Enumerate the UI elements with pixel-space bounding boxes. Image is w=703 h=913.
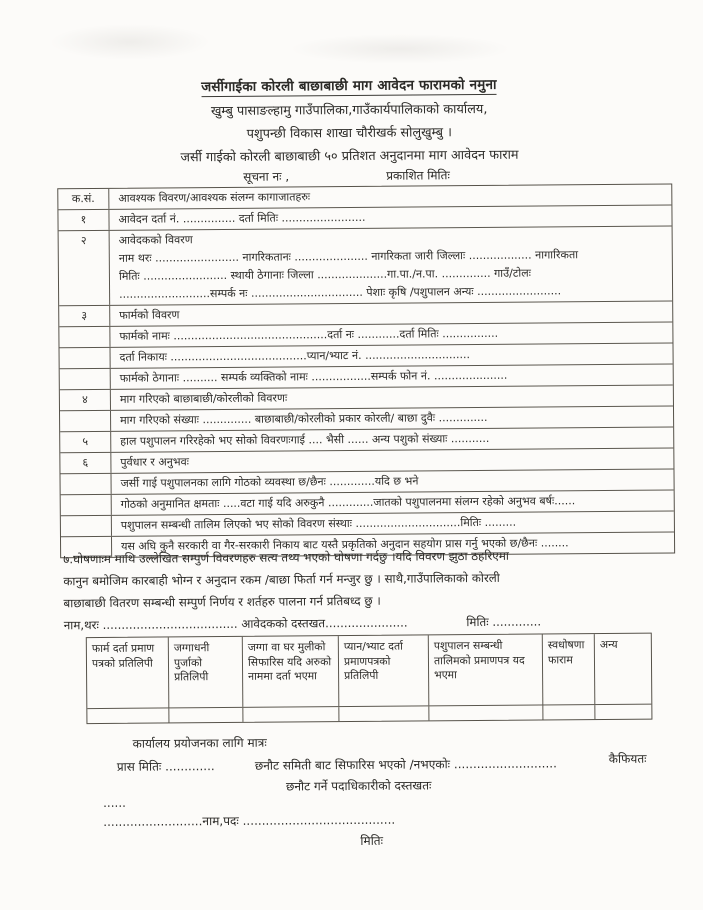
attachment-column-training-certificate: पशुपालन सम्बन्धी तालिमको प्रमाणपत्र यद भएमा: [429, 635, 544, 706]
remarks-label: कैफियतः: [608, 751, 647, 766]
row-number: [61, 516, 112, 536]
serial-header-cell: क.सं.: [58, 189, 109, 209]
farm-address-contact-field: फार्मको ठेगानाः .......... सम्पर्क व्यक्तिको नामः .................सम्पर्क फोन नं. .....................: [119, 368, 508, 385]
blank-cell: [87, 708, 169, 723]
notice-number-label: सूचना नः ,: [243, 169, 290, 184]
attachment-column-land-recommendation: जग्गा वा घर मुलीको सिफारिस यदि अरुको नाममा दर्ता भएमा: [243, 636, 340, 707]
office-branch-line: पशुपन्छी विकास शाखा चौरीखर्क सोलुखुम्बु ।: [246, 125, 453, 142]
official-signature-label: छनौट गर्ने पदाधिकारीको दस्तखतः: [285, 778, 432, 794]
office-use-heading: कार्यालय प्रयोजनका लागि मात्रः: [132, 735, 267, 751]
row-number: [61, 495, 112, 515]
office-date-label: मितिः: [360, 833, 384, 848]
shed-availability-field: जर्सी गाई पशुपालनका लागि गोठको व्यवस्था छ/छैनः .............यदि छ भने: [120, 474, 419, 490]
farm-name-field: फार्मको नामः ............................................दर्ता नः ............दर्ता मितिः ................: [119, 326, 499, 343]
declaration-line: कानुन बमोजिम कारबाही भोग्न र अनुदान रकम /बाछा फिर्ता गर्न मन्जुर छु । साथै,गाउँपालिकाको कोरली: [63, 570, 500, 589]
blank-cell: [429, 706, 543, 721]
demanded-calves-heading: माग गरिएको बाछाबाछी/कोरलीको विवरणः: [119, 391, 288, 406]
row-number: [60, 348, 111, 368]
shed-capacity-experience-field: गोठको अनुमानित क्षमताः .....वटा गाई यदि अरुकुनै .............जातको पशुपालनमा संलग्न रहेको अनुभव बर्षः......: [120, 494, 576, 511]
demanded-quantity-field: माग गरिएको संख्याः .............. बाछाबाछी/कोरलीको प्रकार कोरली/ बाछा दुवैः ..............: [120, 410, 488, 427]
form-title-text: जर्सीगाईका कोरली बाछाबाछी माग आवेदन फारामको नमुना: [201, 76, 497, 96]
declaration-section: [63, 543, 676, 636]
description-header-cell: आवश्यक विवरण/आवश्यक संलग्न कागाजातहरुः: [118, 190, 311, 205]
table-row: [59, 226, 673, 306]
row-number: ६: [60, 453, 111, 473]
blank-cell: [243, 707, 339, 722]
applicant-signature-label: आवेदकको दस्तखत......................: [241, 615, 408, 631]
row-number: ३: [59, 306, 110, 326]
published-date-label: प्रकाशित मितिः: [386, 168, 450, 183]
attachments-table: [86, 633, 653, 724]
declaration-line: बाछाबाछी वितरण सम्बन्धी सम्पुर्ण निर्णय र शर्तहरु पालना गर्न प्रतिबध्द छु ।: [63, 593, 381, 611]
application-details-table: [57, 183, 675, 558]
applicant-name-label: नाम,थरः ....................................: [63, 616, 238, 633]
declaration-date-label: मितिः .............: [466, 614, 542, 630]
row-number: [60, 411, 111, 431]
office-name-line: खुम्बु पासाङल्हामु गाउँपालिका,गाउँकार्यपालिकाको कार्यालय,: [210, 101, 488, 120]
row-number: २: [59, 231, 111, 305]
row-number: [59, 327, 110, 347]
attachment-column-other: अन्य: [599, 637, 618, 652]
received-date-label: प्रास मितिः .............: [116, 759, 215, 774]
declaration-line: ७.घोषणाःम माथि उल्लेखित सम्पुर्ण विवरणहरु सत्य तथ्य भएको घोषणा गर्दछु ।यदि विवरण झुठा ठहरिएमा: [63, 548, 509, 567]
form-title: [0, 73, 701, 97]
official-name-post-label: ..........................नाम,पदः ........................................: [103, 812, 396, 829]
registration-number-field: आवेदन दर्ता नं. ............... दर्ता मितिः ........................: [118, 210, 366, 226]
form-name-line: जर्सी गाईको कोरली बाछाबाछी ५० प्रतिशत अनुदानमा माग आवेदन फाराम: [180, 147, 519, 166]
blank-cell: [169, 708, 243, 723]
previous-grant-field: यस अघि कुनै सरकारी वा गैर-सरकारी निकाय बाट यस्तै प्रकृतिको अनुदान सहयोग प्रास गर्नु भएको छ/छैनः ........: [121, 536, 569, 553]
row-number: [60, 474, 111, 494]
registering-body-field: दर्ता निकायः .......................................प्यान/भ्याट नं. ..............................: [119, 348, 470, 364]
dotted-line: ......: [103, 795, 127, 810]
row-number: [60, 369, 111, 389]
attachments-header-row: [87, 634, 652, 709]
row-number: १: [58, 210, 109, 230]
infrastructure-experience-heading: पुर्वधार र अनुभवः: [120, 455, 190, 469]
blank-cell: [595, 705, 651, 719]
applicant-address-field: मितिः ........................ स्थायी ठेगानाः जिल्ला ....................गा.पा./न.पा. .............. गाउँ/टोलः: [118, 266, 531, 283]
selection-committee-label: छनौट समिती बाट सिफारिस भएको /नभएकोः ...........................: [254, 756, 557, 773]
applicant-contact-occupation-field: ..........................सम्पर्क नः ................................ पेशाः कृषि /पशुपालन अन्यः ........................: [119, 284, 562, 301]
attachment-column-land-ownership: जग्गाधनी पुर्जाको प्रतिलिपी: [169, 637, 244, 708]
applicant-details-cell: [110, 226, 673, 304]
attachment-column-farm-registration: फार्म दर्ता प्रमाण पत्रको प्रतिलिपी: [87, 637, 170, 708]
row-number: ४: [60, 390, 111, 410]
applicant-details-heading: आवेदकको विवरण: [118, 233, 193, 247]
farm-details-heading: फार्मको विवरण: [119, 308, 180, 322]
attachment-column-pan-vat: प्यान/भ्याट दर्ता प्रमाणपत्रको प्रतिलिपी: [339, 635, 430, 706]
blank-cell: [543, 705, 595, 719]
training-details-field: पशुपालन सम्बन्धी तालिम लिएको भए सोको विवरण संस्थाः ..............................मितिः .........: [120, 515, 517, 532]
attachment-column-self-declaration: स्वधोषणा फाराम: [543, 634, 596, 704]
blank-cell: [339, 706, 429, 721]
applicant-name-citizenship-field: नाम थरः ........................ नागरिकतानः ..................... नागरिकता जारी जिल्लाः .................. नागारिकता: [118, 248, 579, 265]
row-number: ५: [60, 432, 111, 452]
current-livestock-field: हाल पशुपालन गरिरहेको भए सोको विवरणःगाई .... भैसी ...... अन्य पशुको संख्याः ...........: [120, 431, 490, 448]
